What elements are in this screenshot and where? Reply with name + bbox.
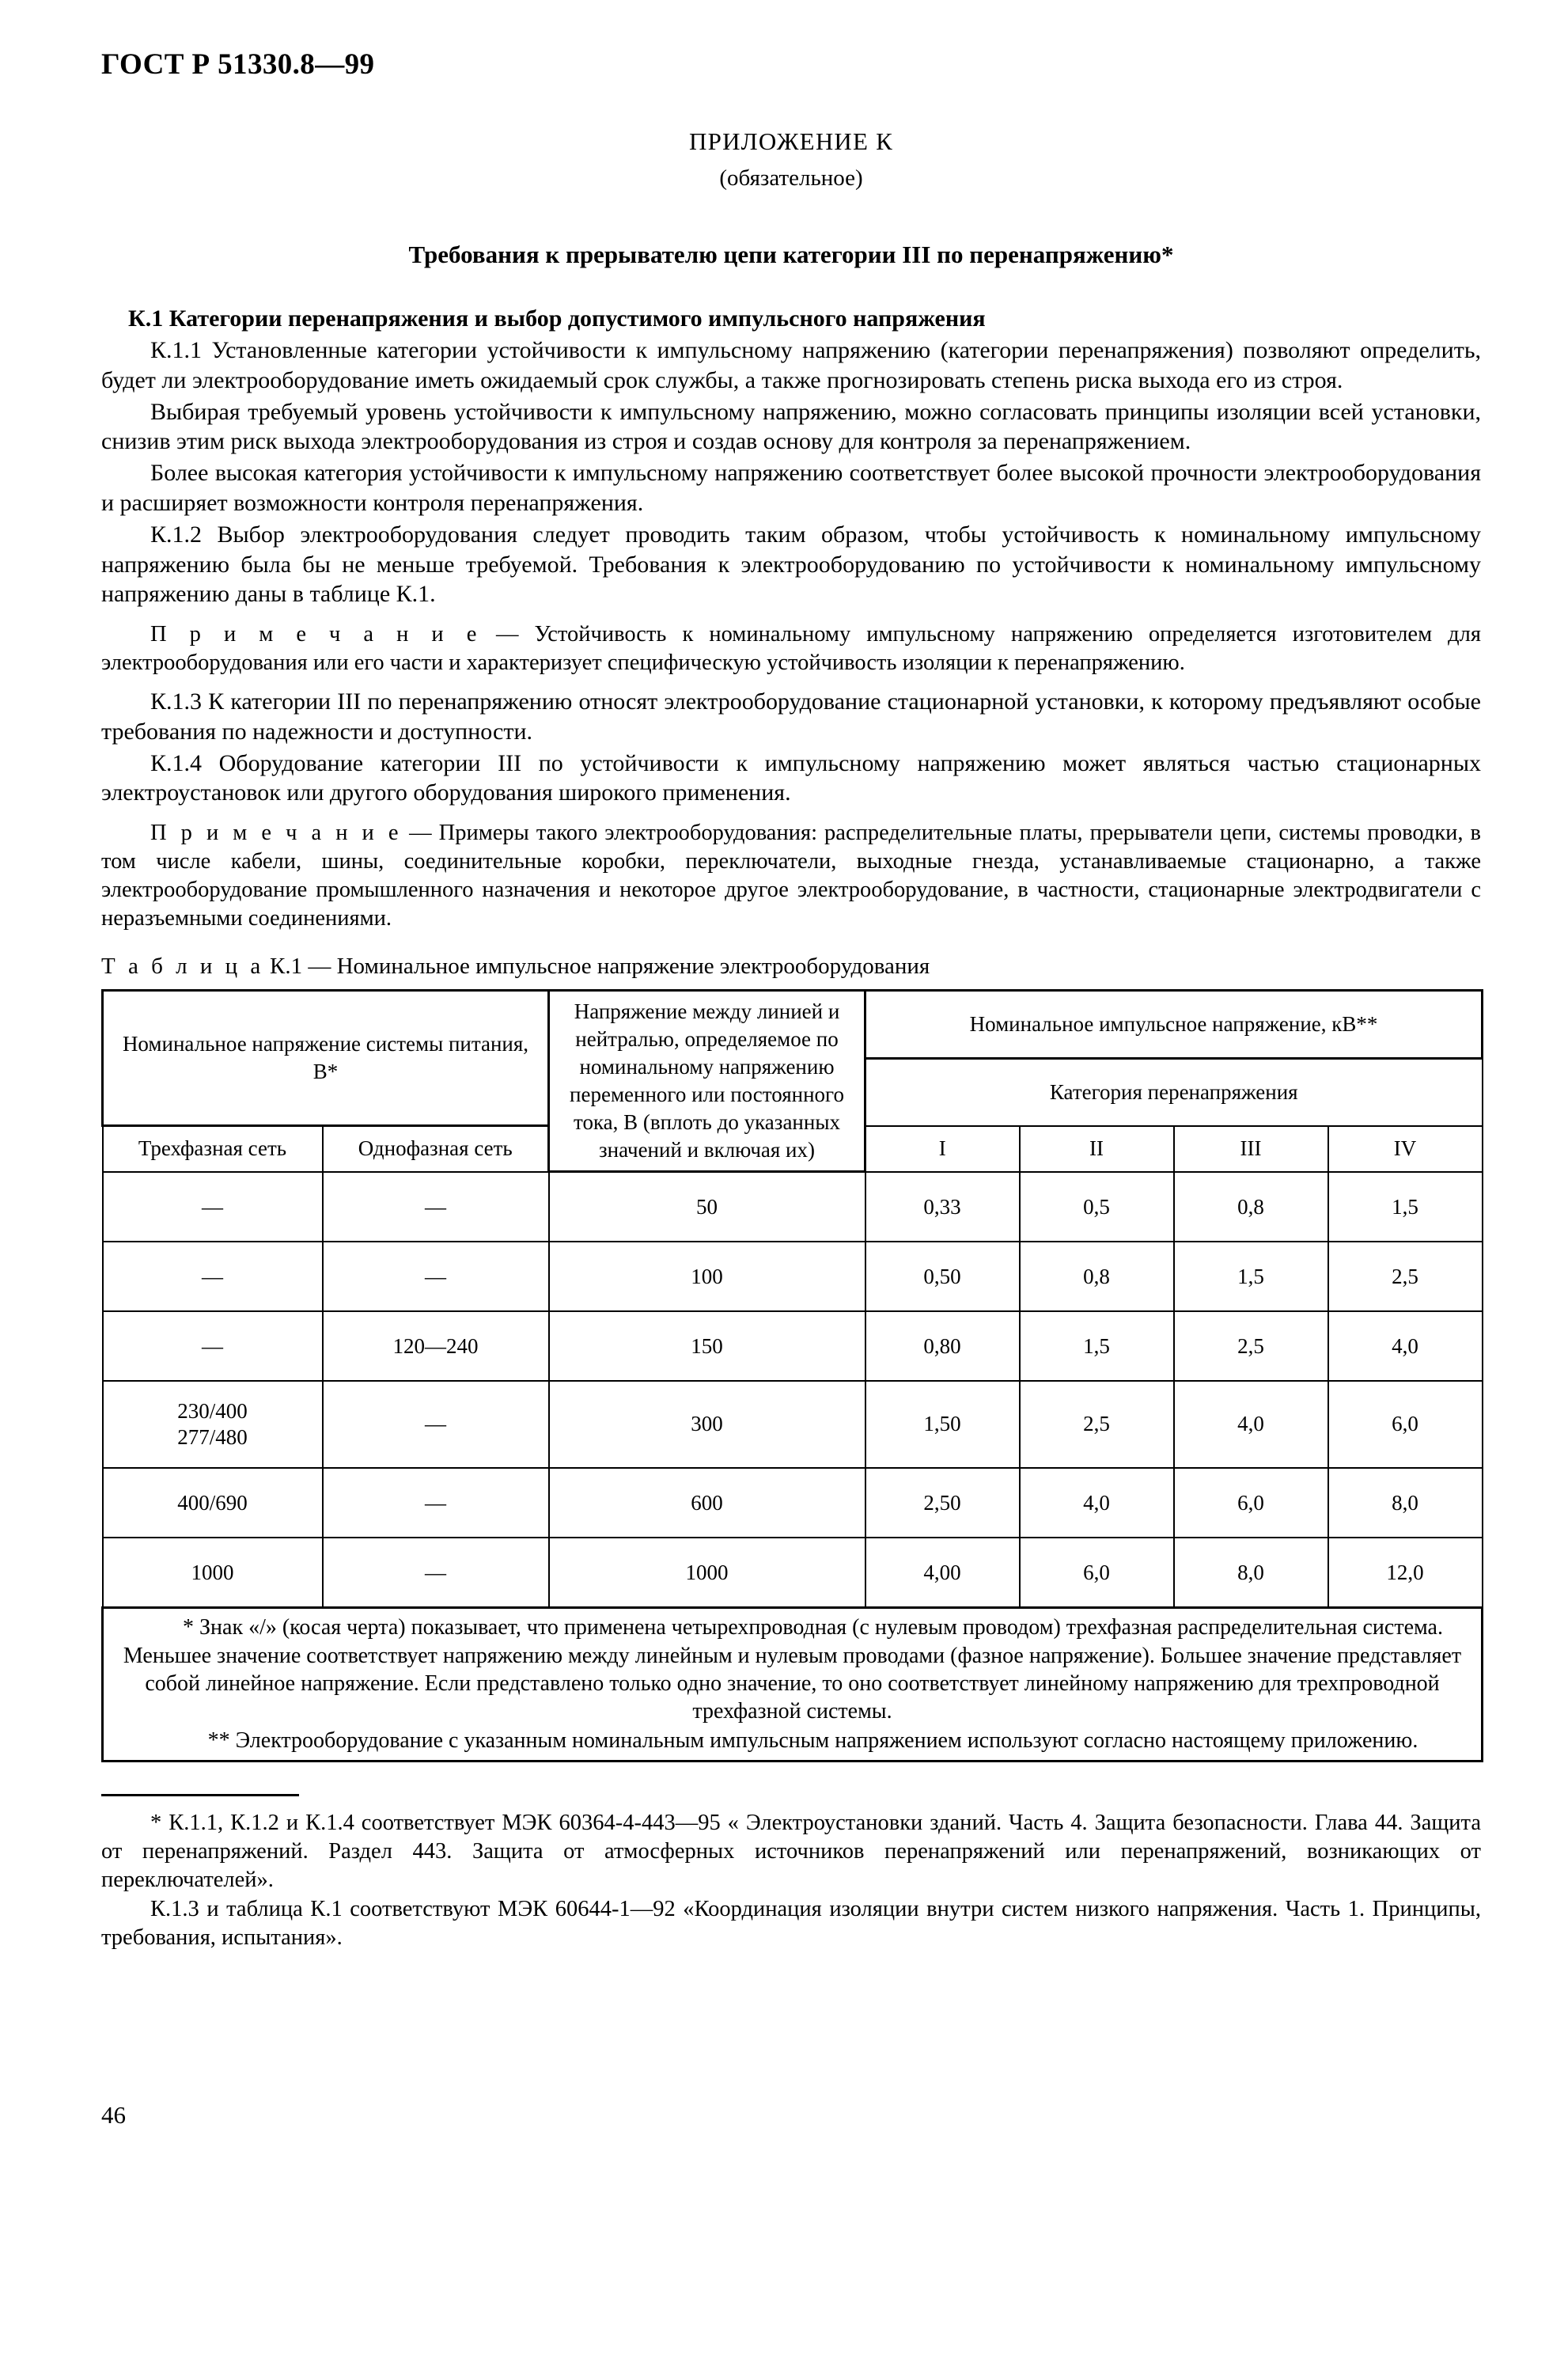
cell-category-iv: 2,5 [1328,1242,1483,1311]
cell-category-i: 0,80 [865,1311,1020,1381]
heading-k1: К.1 Категории перенапряжения и выбор допустимого импульсного напряжения [128,305,986,332]
cell-category-i: 4,00 [865,1538,1020,1608]
header-impulse-voltage: Номинальное импульсное напряжение, кВ** [865,990,1483,1058]
page-footnote: * К.1.1, К.1.2 и К.1.4 соответствует МЭК 60364-4-443—95 « Электроустановки зданий. Часть 4. Защита безопасности. Глава 44. Защита от перенапряжений. Раздел 443. Защита от атмосферных источников перенапряжений или перенапряжений, возникающих от переключателей». [101,1810,1481,1892]
cell-single-phase: 120—240 [323,1311,549,1381]
cell-category-i: 0,33 [865,1172,1020,1242]
table-header-row-1 [103,990,1483,1058]
appendix-section-title: Требования к прерывателю цепи категории III по перенапряжению* [408,241,1174,268]
table-body [103,1172,1483,1608]
cell-category-iii: 8,0 [1174,1538,1328,1608]
cell-line-neutral: 1000 [549,1538,865,1608]
cell-three-phase: — [103,1311,323,1381]
note-2 [101,819,1481,933]
page-number: 46 [101,2101,126,2129]
cell-single-phase: — [323,1381,549,1468]
cell-category-i: 0,50 [865,1242,1020,1311]
cell-single-phase: — [323,1538,549,1608]
table-caption-text: — Номинальное импульсное напряжение электрооборудования [308,953,930,979]
page-footnotes [101,1809,1481,1953]
cell-three-phase: 230/400 277/480 [103,1381,323,1468]
header-category-i: I [865,1126,1020,1172]
cell-category-iv: 12,0 [1328,1538,1483,1608]
note-2-label: П р и м е ч а н и е [150,821,403,846]
appendix-name: ПРИЛОЖЕНИЕ К [689,127,893,155]
table-row [103,1311,1483,1381]
note-1-text: — Устойчивость к номинальному импульсному напряжению определяется изготовителем для электрооборудования или его части и характеризует специфическую устойчивость изоляции к перенапряжению. [101,622,1481,676]
note-1-label: П р и м е ч а н и е [150,622,480,647]
note-2-text: — Примеры такого электрооборудования: распределительные платы, прерыватели цепи, системы проводки, в том числе кабели, шины, соединительные коробки, переключатели, выходные гнезда, устанавливаемые стационарно, а также электрооборудование промышленного назначения и некоторое другое электрооборудование, в частности, стационарные электродвигатели с неразъемными соединениями. [101,821,1482,931]
table-caption [101,954,1481,980]
cell-three-phase: — [103,1242,323,1311]
cell-three-phase: 1000 [103,1538,323,1608]
cell-line-neutral: 600 [549,1468,865,1538]
cell-line-neutral: 100 [549,1242,865,1311]
table-row [103,1468,1483,1538]
table-row [103,1381,1483,1468]
cell-category-iii: 2,5 [1174,1311,1328,1381]
table-foot [103,1608,1483,1761]
table-row [103,1538,1483,1608]
table-footnotes [103,1608,1483,1761]
header-overvoltage-category: Категория перенапряжения [865,1058,1483,1125]
cell-category-i: 2,50 [865,1468,1020,1538]
cell-category-ii: 2,5 [1020,1381,1174,1468]
table-footnote: * Знак «/» (косая черта) показывает, что применена четырехпроводная (с нулевым проводом) трехфазная распределительная система. Меньшее значение соответствует напряжению между линейным и нулевым проводами (фазное напряжение). Большее значение представляет собой линейное напряжение. Если представлено только одно значение, то оно соответствует линейному напряжению для трехпроводной трехфазной системы. [123,1615,1462,1724]
page-footnote: К.1.3 и таблица К.1 соответствуют МЭК 60644-1—92 «Координация изоляции внутри систем низкого напряжения. Часть 1. Принципы, требования, испытания». [101,1897,1481,1951]
header-supply-voltage: Номинальное напряжение системы питания, В* [103,990,549,1125]
cell-line-neutral: 50 [549,1172,865,1242]
table-k1 [101,989,1483,1762]
table-head [103,990,1483,1172]
paragraph-k1-2: К.1.2 Выбор электрооборудования следует проводить таким образом, чтобы устойчивость к номинальному импульсному напряжению была бы не меньше требуемой. Требования к электрооборудованию по устойчивости к номинальному импульсному напряжению даны в таблице К.1. [101,521,1481,608]
header-line-neutral-voltage: Напряжение между линией и нейтралью, определяемое по номинальному напряжению переменного или постоянного тока, В (вплоть до указанных значений и включая их) [549,990,865,1172]
cell-category-iv: 4,0 [1328,1311,1483,1381]
cell-single-phase: — [323,1242,549,1311]
cell-category-iii: 4,0 [1174,1381,1328,1468]
cell-single-phase: — [323,1468,549,1538]
table-caption-label: Т а б л и ц а [101,953,264,979]
header-category-iii: III [1174,1126,1328,1172]
cell-category-ii: 4,0 [1020,1468,1174,1538]
cell-category-iv: 8,0 [1328,1468,1483,1538]
header-three-phase-network: Трехфазная сеть [103,1126,323,1172]
cell-category-i: 1,50 [865,1381,1020,1468]
appendix-kind: (обязательное) [719,165,863,191]
table-row [103,1172,1483,1242]
cell-three-phase: — [103,1172,323,1242]
cell-single-phase: — [323,1172,549,1242]
paragraph-k1-4: К.1.4 Оборудование категории III по устойчивости к импульсному напряжению может являться частью стационарных электроустановок или другого оборудования широкого применения. [101,749,1481,806]
cell-category-ii: 0,8 [1020,1242,1174,1311]
paragraph-higher-category: Более высокая категория устойчивости к импульсному напряжению соответствует более высокой прочности электрооборудования и расширяет возможности контроля перенапряжения. [101,460,1481,516]
footnote-separator [101,1794,299,1796]
header-category-iv: IV [1328,1126,1483,1172]
note-1 [101,620,1481,677]
cell-line-neutral: 300 [549,1381,865,1468]
cell-category-ii: 0,5 [1020,1172,1174,1242]
cell-category-iii: 6,0 [1174,1468,1328,1538]
cell-category-iv: 1,5 [1328,1172,1483,1242]
cell-category-iv: 6,0 [1328,1381,1483,1468]
standard-header: ГОСТ Р 51330.8—99 [101,48,375,81]
table-footnote: ** Электрооборудование с указанным номинальным импульсным напряжением используют согласно настоящему приложению. [207,1728,1418,1754]
paragraph-k1-3: К.1.3 К категории III по перенапряжению относят электрооборудование стационарной установки, к которому предъявляют особые требования по надежности и доступности. [101,688,1481,745]
table-footnote-row [103,1608,1483,1761]
header-single-phase-network: Однофазная сеть [323,1126,549,1172]
cell-category-ii: 1,5 [1020,1311,1174,1381]
cell-line-neutral: 150 [549,1311,865,1381]
page-content [101,47,1481,1954]
appendix-title-block [101,127,1481,192]
cell-category-iii: 0,8 [1174,1172,1328,1242]
cell-three-phase: 400/690 [103,1468,323,1538]
cell-category-ii: 6,0 [1020,1538,1174,1608]
cell-category-iii: 1,5 [1174,1242,1328,1311]
header-category-ii: II [1020,1126,1174,1172]
paragraph-choose-level: Выбирая требуемый уровень устойчивости к импульсному напряжению, можно согласовать принципы изоляции всей установки, снизив этим риск выхода электрооборудования из строя и создав основу для контроля за перенапряжением. [101,398,1481,455]
paragraph-k1-1: К.1.1 Установленные категории устойчивости к импульсному напряжению (категории перенапряжения) позволяют определить, будет ли электрооборудование иметь ожидаемый срок службы, а также прогнозировать степень риска выхода его из строя. [101,337,1481,393]
table-caption-number: К.1 [269,953,303,979]
table-row [103,1242,1483,1311]
